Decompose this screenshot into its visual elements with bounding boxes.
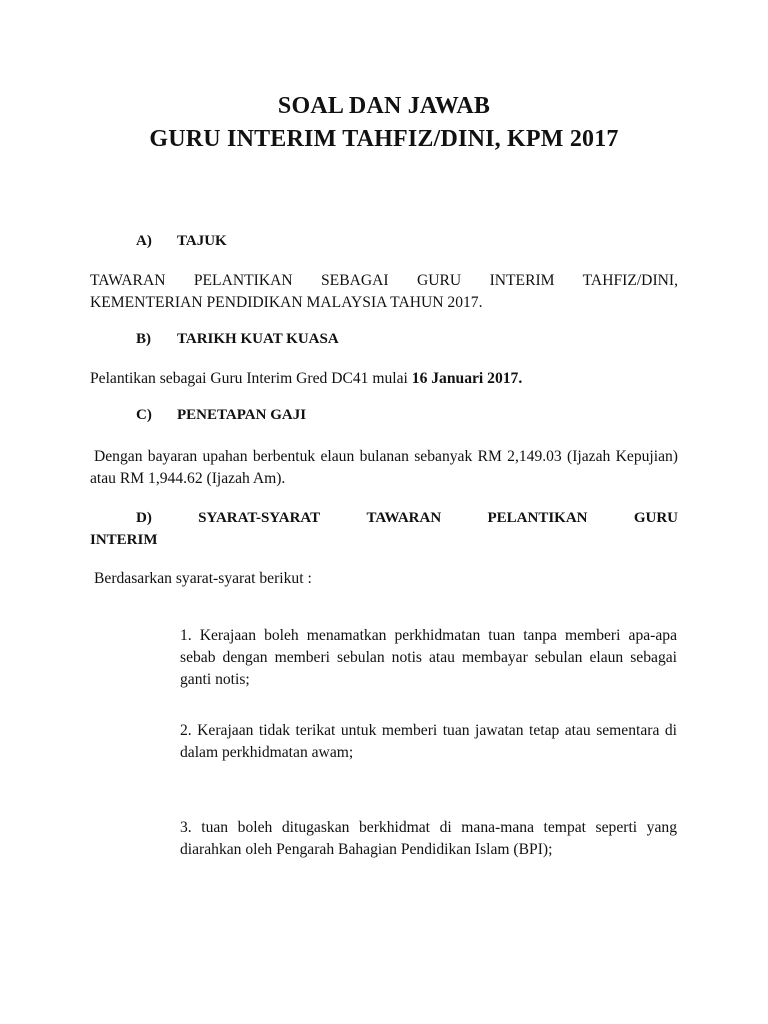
section-b-text-date: 16 Januari 2017. xyxy=(411,370,523,387)
section-b-letter: B) xyxy=(136,331,151,347)
section-a-text-line2: KEMENTERIAN PENDIDIKAN MALAYSIA TAHUN 2017. xyxy=(90,294,483,311)
document-title-line2: GURU INTERIM TAHFIZ/DINI, KPM 2017 xyxy=(149,126,619,152)
section-d-heading-word: PELANTIKAN xyxy=(487,510,588,526)
section-d-heading-line1 xyxy=(90,507,678,529)
list-item: 3. tuan boleh ditugaskan berkhidmat di mana-mana tempat seperti yang diarahkan oleh Pengarah Bahagian Pendidikan Islam (BPI); xyxy=(180,819,677,858)
section-b-text-regular: Pelantikan sebagai Guru Interim Gred DC41 mulai xyxy=(90,370,412,387)
section-d-heading-word: GURU xyxy=(633,510,678,526)
section-c-letter: C) xyxy=(136,407,152,423)
document-title-line1: SOAL DAN JAWAB xyxy=(277,93,491,119)
list-item: 2. Kerajaan tidak terikat untuk memberi tuan jawatan tetap atau sementara di dalam perkhidmatan awam; xyxy=(180,722,677,761)
section-d-intro: Berdasarkan syarat-syarat berikut : xyxy=(94,570,312,587)
section-c-text: Dengan bayaran upahan berbentuk elaun bulanan sebanyak RM 2,149.03 (Ijazah Kepujian) atau RM 1,944.62 (Ijazah Am). xyxy=(90,448,678,487)
section-a-text-line1: TAWARAN PELANTIKAN SEBAGAI GURU INTERIM TAHFIZ/DINI, xyxy=(90,272,678,289)
section-d-heading-word: SYARAT-SYARAT xyxy=(198,510,321,526)
section-d-heading xyxy=(90,507,678,551)
section-d-heading-word: TAWARAN xyxy=(366,510,442,526)
section-c-heading: PENETAPAN GAJI xyxy=(177,407,307,423)
list-item: 1. Kerajaan boleh menamatkan perkhidmatan tuan tanpa memberi apa-apa sebab dengan memberi sebulan notis atau membayar sebulan elaun sebagai ganti notis; xyxy=(180,627,677,688)
section-a-letter: A) xyxy=(136,233,152,249)
section-d-letter: D) xyxy=(136,510,152,526)
section-b-heading: TARIKH KUAT KUASA xyxy=(177,331,339,347)
section-b-text xyxy=(90,368,678,390)
section-a-heading: TAJUK xyxy=(177,233,227,249)
section-d-heading-line2: INTERIM xyxy=(90,532,158,548)
